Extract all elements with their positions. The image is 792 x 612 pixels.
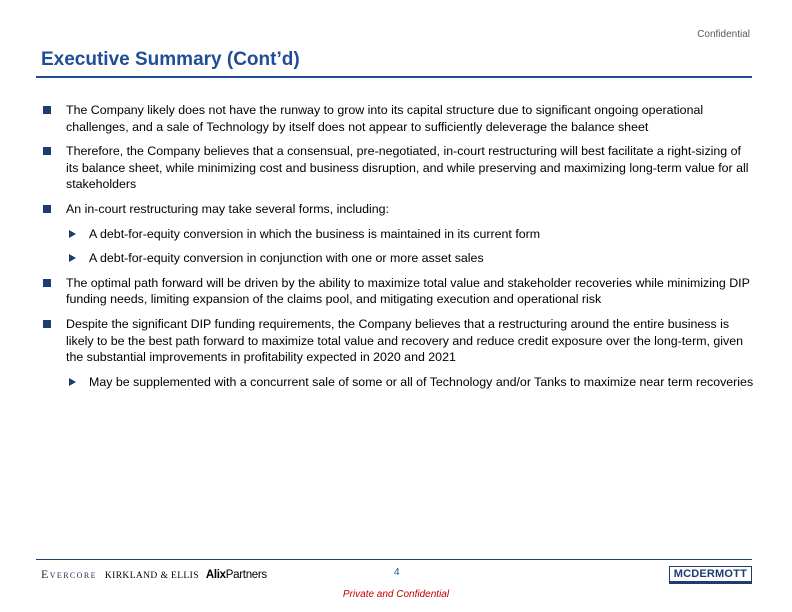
sub-bullet-item (43, 226, 755, 243)
square-bullet-icon (43, 205, 51, 213)
square-bullet-icon (43, 320, 51, 328)
bullet-item (43, 275, 755, 308)
bullet-text: The optimal path forward will be driven by the ability to maximize total value and stakeholder recoveries while minimizing DIP funding needs, limiting expansion of the claims pool, and mitigating execution and operational risk (66, 275, 750, 307)
alixpartners-logo (206, 569, 267, 581)
sub-bullet-item (43, 250, 755, 267)
bullet-text: The Company likely does not have the runway to grow into its capital structure due to significant ongoing operational challenges, and a sale of Technology by itself does not appear to sufficiently deleverage the balance sheet (66, 103, 704, 134)
advisor-logos (41, 567, 267, 581)
title-divider (36, 76, 752, 78)
confidential-label: Confidential (697, 29, 750, 40)
bullet-item (43, 316, 755, 366)
triangle-bullet-icon (69, 230, 76, 238)
footer-divider (36, 559, 752, 560)
bullet-item (43, 201, 755, 218)
sub-bullet-text: A debt-for-equity conversion in conjunction with one or more asset sales (89, 251, 484, 266)
kirkland-ellis-logo: KIRKLAND & ELLIS (104, 571, 199, 581)
bullet-text: An in-court restructuring may take several forms, including: (66, 201, 389, 216)
square-bullet-icon (43, 279, 51, 287)
evercore-logo: Evercore (41, 567, 97, 581)
page-number: 4 (394, 567, 400, 578)
bullet-text: Therefore, the Company believes that a consensual, pre-negotiated, in-court restructuring will best facilitate a right-sizing of its balance sheet, while minimizing cost and business disruption, and while preserving and maximizing long-term value for all stakeholders (66, 144, 749, 192)
sub-bullet-text: May be supplemented with a concurrent sale of some or all of Technology and/or Tanks to maximize near term recoveries (89, 374, 754, 389)
alix-logo-bold: Alix (205, 569, 226, 581)
sub-bullet-text: A debt-for-equity conversion in which the business is maintained in its current form (89, 226, 541, 241)
square-bullet-icon (43, 147, 51, 155)
mcdermott-logo: MCDERMOTT (669, 566, 752, 584)
square-bullet-icon (43, 106, 51, 114)
sub-bullet-item (43, 374, 755, 391)
private-confidential-label: Private and Confidential (342, 589, 450, 600)
triangle-bullet-icon (69, 378, 76, 386)
page-title: Executive Summary (Cont’d) (41, 49, 300, 70)
alix-logo-rest: Partners (225, 569, 267, 581)
bullet-text: Despite the significant DIP funding requirements, the Company believes that a restructuring around the entire business is likely to be the best path forward to maximize total value and recovery and reduce credit exposure over the long-term, given the substantial improvements in profitability expected in 2020 and 2021 (66, 316, 744, 365)
triangle-bullet-icon (69, 254, 76, 262)
bullet-item (43, 143, 755, 193)
bullet-item (43, 102, 755, 135)
bullet-list (43, 102, 755, 398)
